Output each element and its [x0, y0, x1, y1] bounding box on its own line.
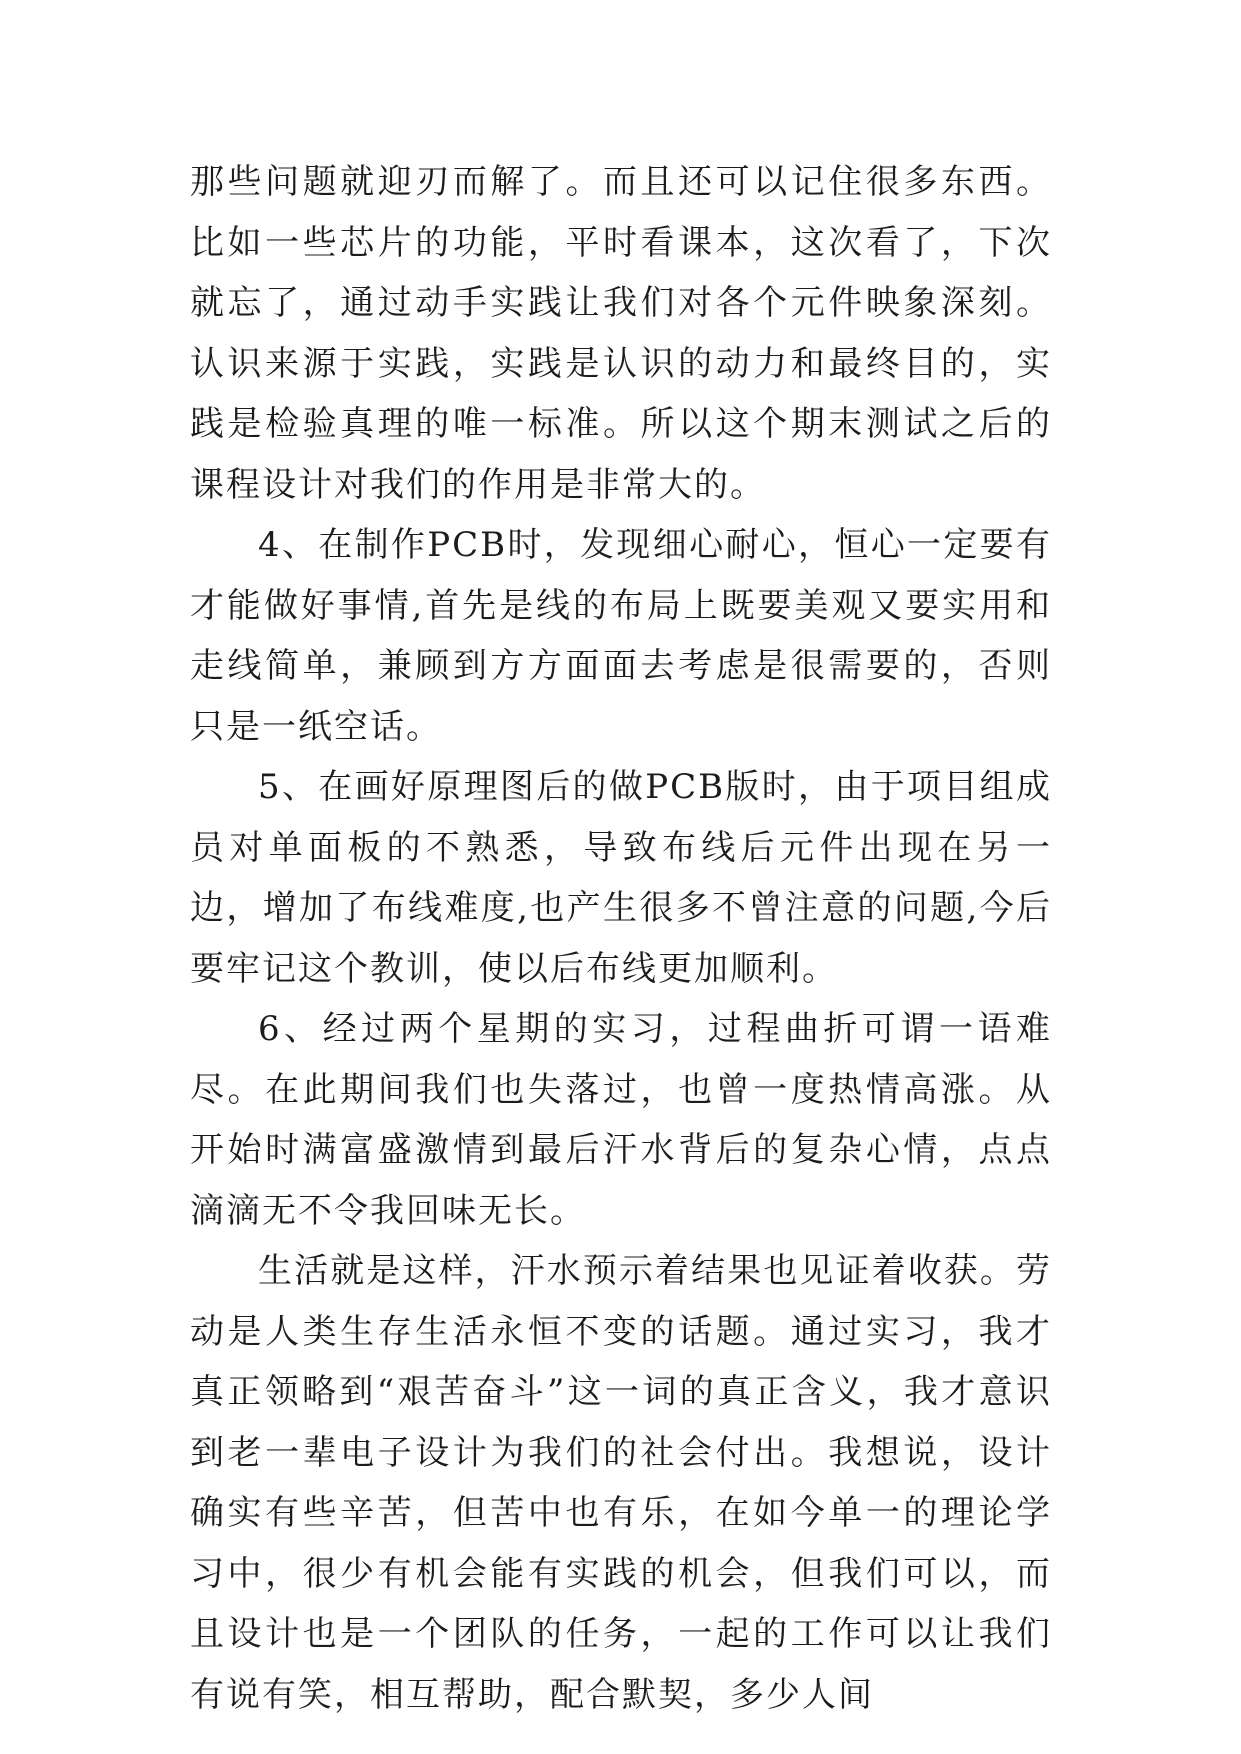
document-body	[190, 152, 1052, 1725]
paragraph-item-5: 5、在画好原理图后的做PCB版时，由于项目组成员对单面板的不熟悉，导致布线后元件出现在另一边，增加了布线难度,也产生很多不曾注意的问题,今后要牢记这个教训，使以后布线更加顺利。	[190, 767, 1052, 989]
paragraph-item-4: 4、在制作PCB时，发现细心耐心，恒心一定要有才能做好事情,首先是线的布局上既要美观又要实用和走线简单，兼顾到方方面面去考虑是很需要的，否则只是一纸空话。	[190, 525, 1052, 747]
paragraph-item-6: 6、经过两个星期的实习，过程曲折可谓一语难尽。在此期间我们也失落过，也曾一度热情高涨。从开始时满富盛激情到最后汗水背后的复杂心情，点点滴滴无不令我回味无长。	[190, 1009, 1052, 1231]
paragraph-continued: 那些问题就迎刃而解了。而且还可以记住很多东西。比如一些芯片的功能，平时看课本，这次看了，下次就忘了，通过动手实践让我们对各个元件映象深刻。认识来源于实践，实践是认识的动力和最终目的，实践是检验真理的唯一标准。所以这个期末测试之后的课程设计对我们的作用是非常大的。	[190, 162, 1052, 505]
paragraph-reflection: 生活就是这样，汗水预示着结果也见证着收获。劳动是人类生存生活永恒不变的话题。通过实习，我才真正领略到“艰苦奋斗”这一词的真正含义，我才意识到老一辈电子设计为我们的社会付出。我想说，设计确实有些辛苦，但苦中也有乐，在如今单一的理论学习中，很少有机会能有实践的机会，但我们可以，而且设计也是一个团队的任务，一起的工作可以让我们有说有笑，相互帮助，配合默契，多少人间	[190, 1251, 1052, 1715]
